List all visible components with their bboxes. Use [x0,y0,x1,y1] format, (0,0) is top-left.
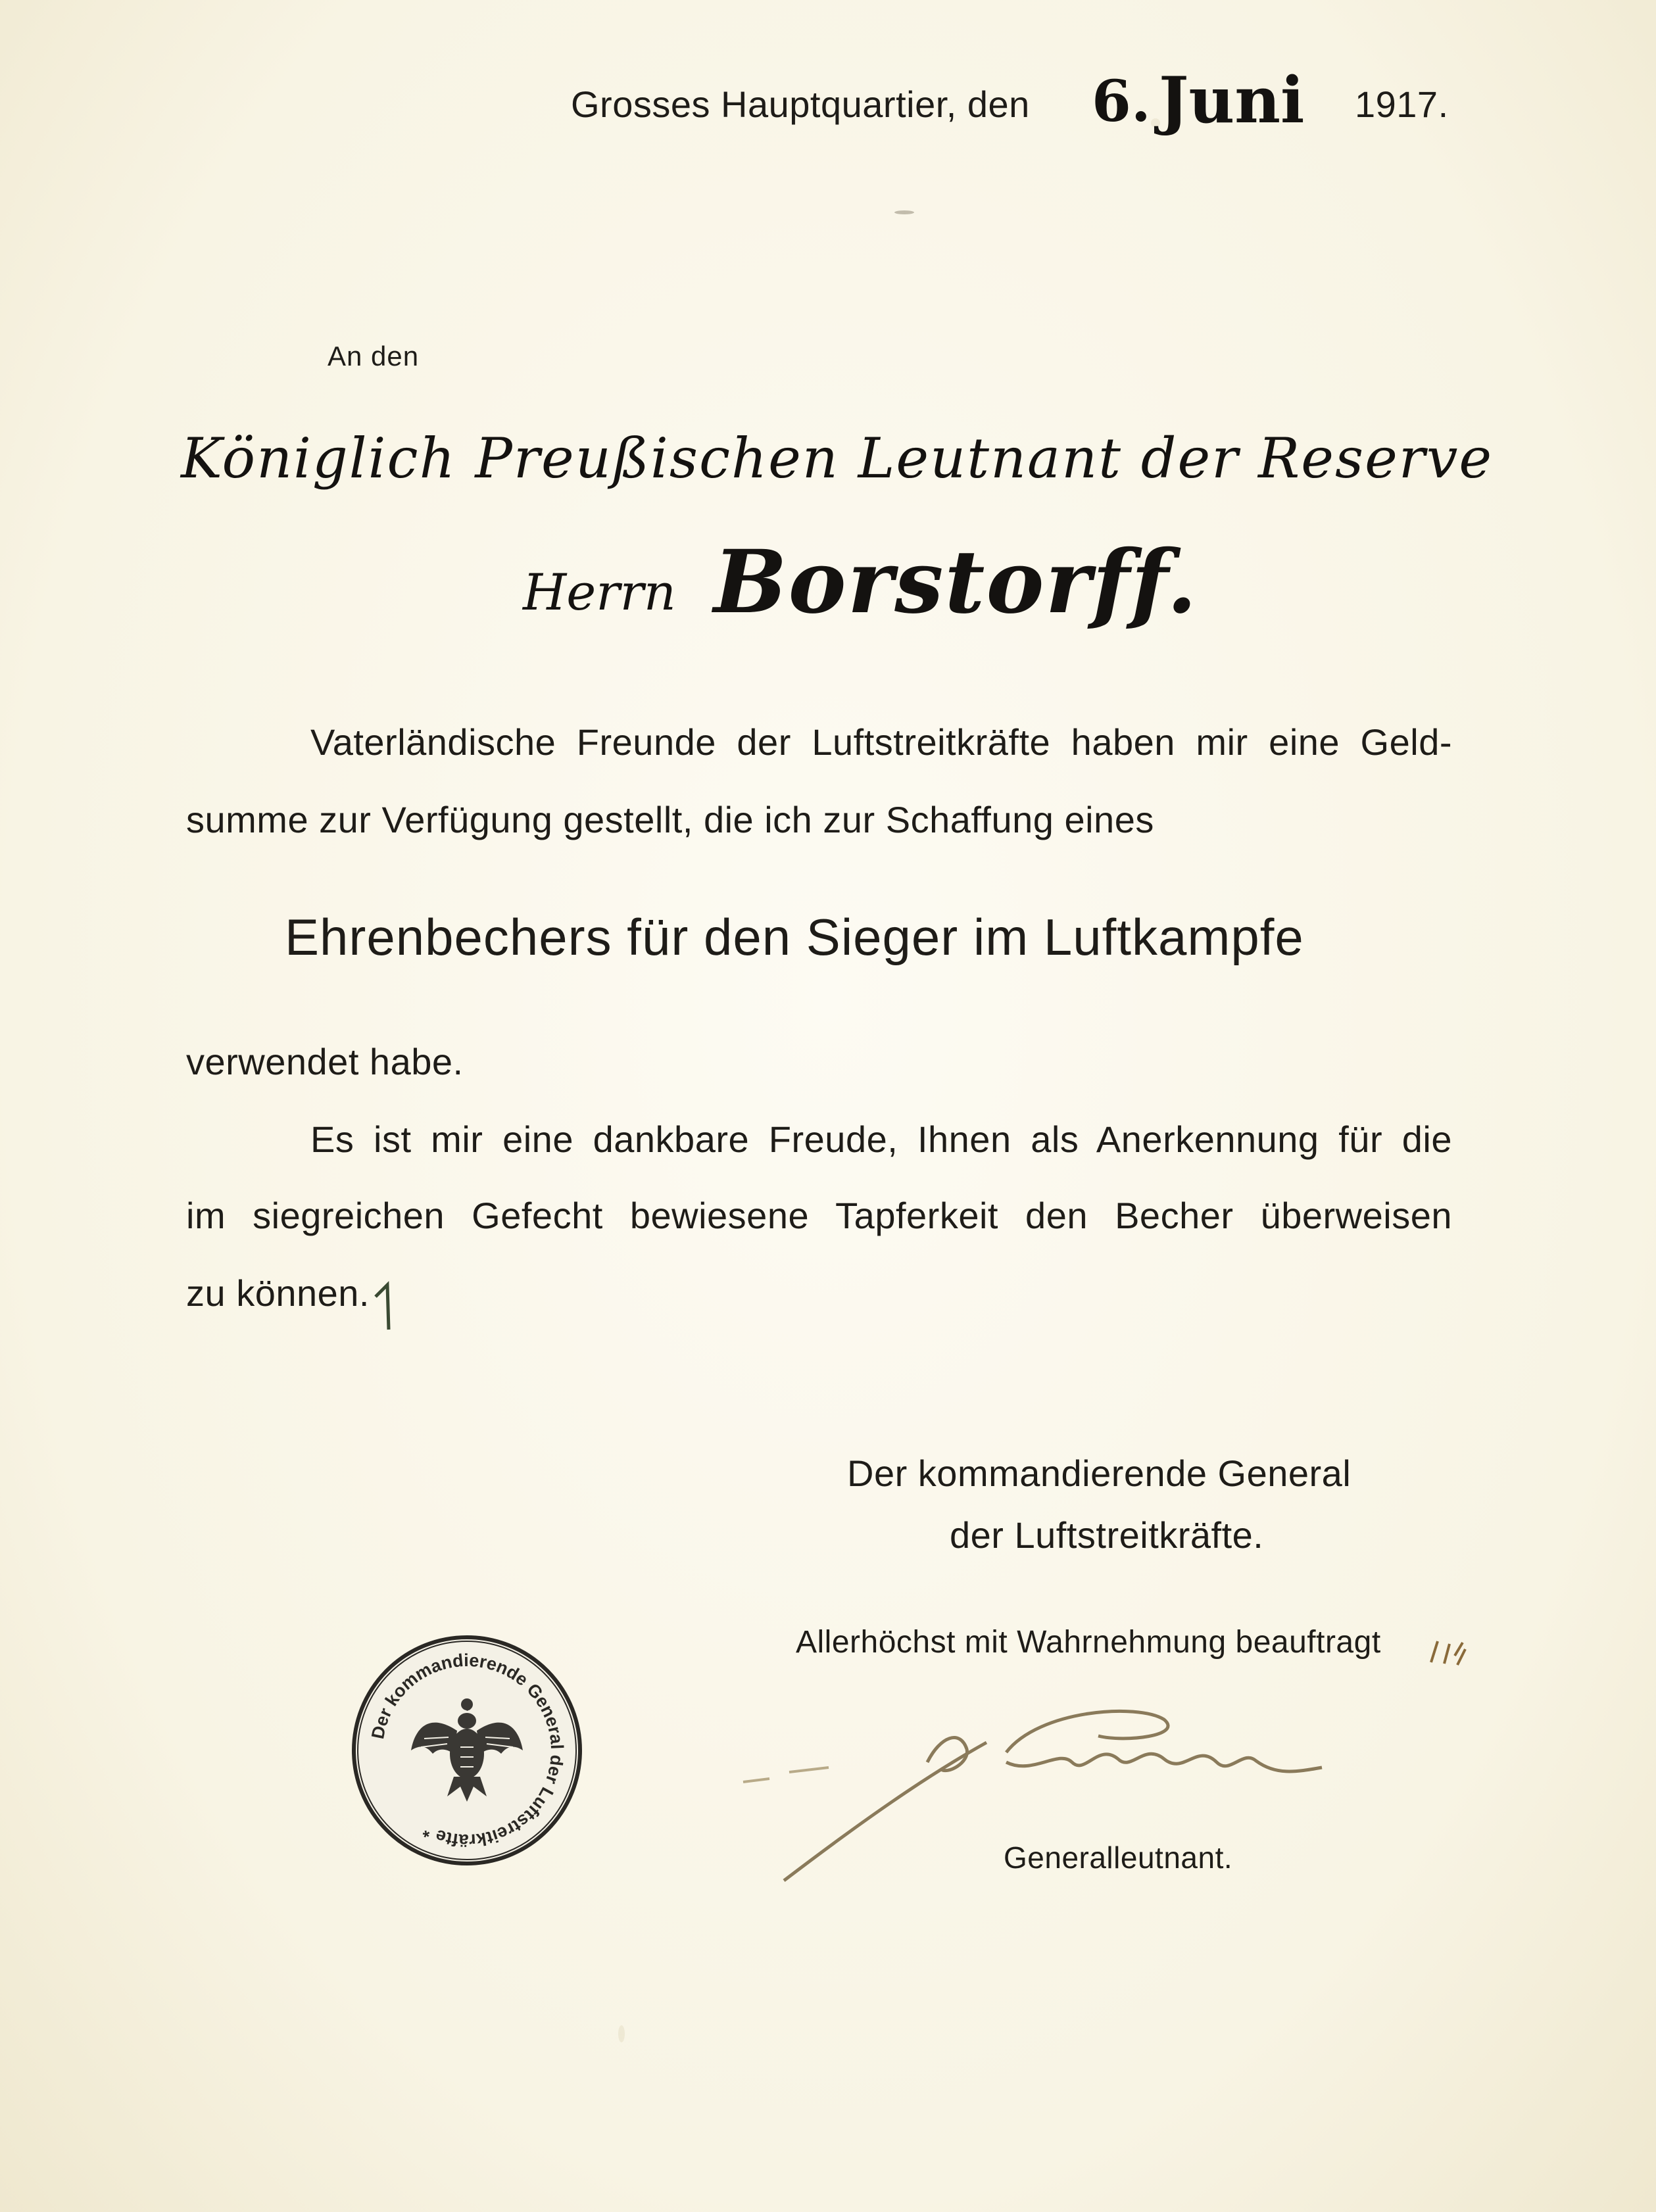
body-paragraph2-line2: im siegreichen Gefecht bewiesene Tapferkeit den Becher überweisen [186,1195,1452,1236]
date-year: 1917. [1355,84,1449,125]
paper-mark [894,210,914,214]
body-paragraph2-line3: zu können. [186,1272,370,1314]
date-month: Juni [1159,63,1305,137]
closing-title-line1: Der kommandierende General [847,1453,1352,1494]
closing-title-line2: der Luftstreitkräfte. [950,1514,1264,1556]
body-paragraph1-line3: verwendet habe. [186,1041,464,1082]
recipient-rank-line: Königlich Preußischen Leutnant der Reserve [181,426,1494,491]
date-day: 6. [1092,68,1151,135]
salutation: An den [328,341,420,372]
handwritten-initial-mark [1426,1629,1472,1675]
place-prefix: Grosses Hauptquartier, den [571,84,1030,125]
signatory-rank: Generalleutnant. [1004,1840,1233,1875]
handwritten-tick-mark [372,1277,398,1336]
seal-ring-text: Der kommandierende General der Luftstreitkräfte * [368,1650,568,1851]
mandate-text: Allerhöchst mit Wahrnehmung beauftragt [796,1625,1381,1660]
body-paragraph2-line1: Es ist mir eine dankbare Freude, Ihnen als Anerkennung für die [310,1118,1452,1160]
recipient-herr: Herrn [523,563,676,621]
award-title: Ehrenbechers für den Sieger im Luftkampfe [285,908,1304,966]
recipient-surname: Borstorff. [714,531,1198,633]
body-paragraph1-line1: Vaterländische Freunde der Luftstreitkräfte haben mir eine Geld- [310,721,1452,763]
body-paragraph1-line2: summe zur Verfügung gestellt, die ich zur Schaffung eines [186,799,1154,840]
official-seal-stamp [349,1632,585,1869]
paper-spot [618,2025,625,2042]
